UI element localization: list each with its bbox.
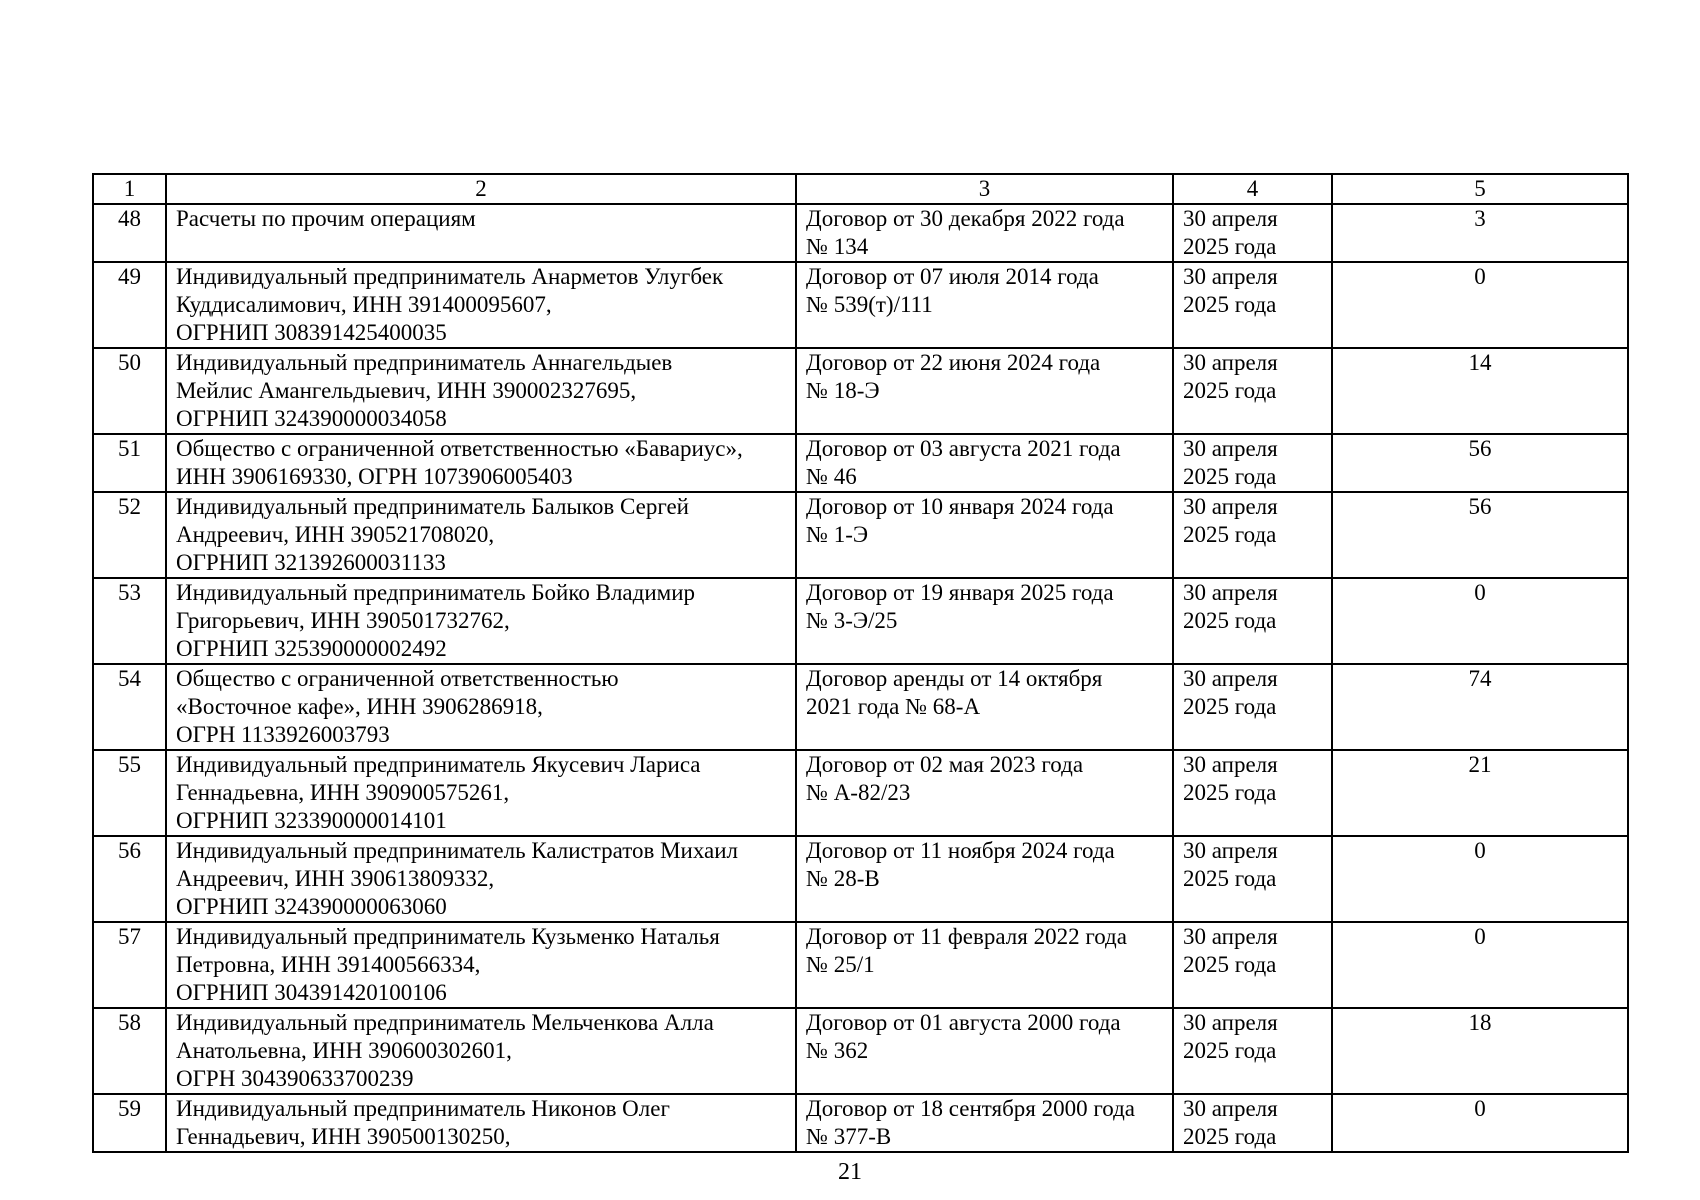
date-line: 30 апреля <box>1183 264 1278 289</box>
counterparty-line: Индивидуальный предприниматель Мельченкова Алла <box>176 1010 714 1035</box>
contract-cell <box>796 434 1173 492</box>
contract-cell <box>796 664 1173 750</box>
row-number-cell <box>93 1094 166 1152</box>
contract-line: № А-82/23 <box>806 780 911 805</box>
value: 0 <box>1474 1096 1486 1121</box>
value: 56 <box>1468 436 1492 461</box>
date-cell <box>1173 262 1332 348</box>
contract-cell <box>796 578 1173 664</box>
counterparty-line: ОГРН 1133926003793 <box>176 722 390 747</box>
date-line: 2025 года <box>1183 464 1277 489</box>
date-line: 2025 года <box>1183 608 1277 633</box>
value-cell <box>1332 836 1628 922</box>
value-cell <box>1332 1094 1628 1152</box>
counterparty-line: Куддисалимович, ИНН 391400095607, <box>176 292 552 317</box>
header-col-2: 2 <box>166 174 796 204</box>
contract-line: Договор от 11 ноября 2024 года <box>806 838 1115 863</box>
row-number: 53 <box>118 580 141 605</box>
date-line: 2025 года <box>1183 952 1277 977</box>
date-cell <box>1173 750 1332 836</box>
counterparty-cell <box>166 750 796 836</box>
date-cell <box>1173 922 1332 1008</box>
date-line: 2025 года <box>1183 1124 1277 1149</box>
value: 21 <box>1468 752 1492 777</box>
row-number: 51 <box>118 436 141 461</box>
date-line: 2025 года <box>1183 292 1277 317</box>
counterparty-cell <box>166 922 796 1008</box>
value-cell <box>1332 204 1628 262</box>
value: 74 <box>1468 666 1492 691</box>
date-line: 30 апреля <box>1183 1096 1278 1121</box>
contract-line: № 3-Э/25 <box>806 608 898 633</box>
date-line: 2025 года <box>1183 522 1277 547</box>
counterparty-line: Индивидуальный предприниматель Балыков Сергей <box>176 494 689 519</box>
contract-cell <box>796 836 1173 922</box>
counterparty-line: Григорьевич, ИНН 390501732762, <box>176 608 510 633</box>
value-cell <box>1332 348 1628 434</box>
table-row <box>93 664 1628 750</box>
contract-cell <box>796 1094 1173 1152</box>
contract-line: № 1-Э <box>806 522 869 547</box>
contracts-table <box>92 173 1629 1153</box>
contract-cell <box>796 204 1173 262</box>
counterparty-line: ОГРНИП 308391425400035 <box>176 320 447 345</box>
counterparty-line: ИНН 3906169330, ОГРН 1073906005403 <box>176 464 573 489</box>
value-cell <box>1332 750 1628 836</box>
date-cell <box>1173 578 1332 664</box>
counterparty-cell <box>166 836 796 922</box>
counterparty-line: Индивидуальный предприниматель Кузьменко Наталья <box>176 924 720 949</box>
counterparty-line: Геннадьевич, ИНН 390500130250, <box>176 1124 511 1149</box>
contract-line: № 377-В <box>806 1124 892 1149</box>
value: 0 <box>1474 838 1486 863</box>
counterparty-line: Петровна, ИНН 391400566334, <box>176 952 481 977</box>
contract-cell <box>796 750 1173 836</box>
contract-line: № 134 <box>806 234 869 259</box>
value-cell <box>1332 262 1628 348</box>
contract-line: Договор от 03 августа 2021 года <box>806 436 1121 461</box>
table-row <box>93 434 1628 492</box>
counterparty-cell <box>166 204 796 262</box>
counterparty-cell <box>166 348 796 434</box>
table-row <box>93 922 1628 1008</box>
row-number-cell <box>93 578 166 664</box>
date-line: 30 апреля <box>1183 206 1278 231</box>
counterparty-line: Индивидуальный предприниматель Бойко Владимир <box>176 580 696 605</box>
contract-line: № 28-В <box>806 866 880 891</box>
value: 3 <box>1474 206 1486 231</box>
date-line: 2025 года <box>1183 234 1277 259</box>
table-row <box>93 348 1628 434</box>
date-cell <box>1173 836 1332 922</box>
counterparty-line: Анатольевна, ИНН 390600302601, <box>176 1038 512 1063</box>
counterparty-cell <box>166 434 796 492</box>
table-row <box>93 1094 1628 1152</box>
row-number: 58 <box>118 1010 141 1035</box>
contract-line: Договор от 30 декабря 2022 года <box>806 206 1125 231</box>
counterparty-line: Индивидуальный предприниматель Анарметов Улугбек <box>176 264 724 289</box>
table-header-row <box>93 174 1628 204</box>
row-number: 48 <box>118 206 141 231</box>
counterparty-cell <box>166 262 796 348</box>
value: 0 <box>1474 580 1486 605</box>
date-line: 30 апреля <box>1183 350 1278 375</box>
value: 14 <box>1468 350 1492 375</box>
contract-line: Договор от 19 января 2025 года <box>806 580 1114 605</box>
value-cell <box>1332 664 1628 750</box>
date-cell <box>1173 434 1332 492</box>
date-line: 30 апреля <box>1183 494 1278 519</box>
date-line: 2025 года <box>1183 1038 1277 1063</box>
contract-cell <box>796 262 1173 348</box>
contract-line: № 46 <box>806 464 857 489</box>
date-line: 30 апреля <box>1183 838 1278 863</box>
table-row <box>93 204 1628 262</box>
counterparty-line: Мейлис Амангельдыевич, ИНН 390002327695, <box>176 378 637 403</box>
row-number-cell <box>93 262 166 348</box>
counterparty-line: ОГРНИП 324390000034058 <box>176 406 447 431</box>
value-cell <box>1332 578 1628 664</box>
date-line: 30 апреля <box>1183 436 1278 461</box>
contract-line: Договор от 10 января 2024 года <box>806 494 1114 519</box>
value-cell <box>1332 1008 1628 1094</box>
counterparty-line: Геннадьевна, ИНН 390900575261, <box>176 780 510 805</box>
row-number: 55 <box>118 752 141 777</box>
date-cell <box>1173 204 1332 262</box>
date-line: 30 апреля <box>1183 1010 1278 1035</box>
counterparty-line: ОГРН 304390633700239 <box>176 1066 414 1091</box>
table-body <box>93 204 1628 1152</box>
value: 56 <box>1468 494 1492 519</box>
date-line: 2025 года <box>1183 780 1277 805</box>
table-row <box>93 836 1628 922</box>
row-number-cell <box>93 1008 166 1094</box>
row-number: 56 <box>118 838 141 863</box>
header-col-3: 3 <box>796 174 1173 204</box>
counterparty-line: Расчеты по прочим операциям <box>176 206 476 231</box>
date-cell <box>1173 1008 1332 1094</box>
header-col-1: 1 <box>93 174 166 204</box>
counterparty-cell <box>166 578 796 664</box>
value: 18 <box>1468 1010 1492 1035</box>
date-cell <box>1173 664 1332 750</box>
counterparty-line: Андреевич, ИНН 390521708020, <box>176 522 495 547</box>
row-number: 57 <box>118 924 141 949</box>
contract-line: 2021 года № 68-А <box>806 694 981 719</box>
row-number-cell <box>93 348 166 434</box>
counterparty-line: Общество с ограниченной ответственностью <box>176 666 619 691</box>
counterparty-line: ОГРНИП 325390000002492 <box>176 636 447 661</box>
table-row <box>93 262 1628 348</box>
row-number-cell <box>93 204 166 262</box>
counterparty-line: Индивидуальный предприниматель Калистратов Михаил <box>176 838 739 863</box>
counterparty-cell <box>166 1094 796 1152</box>
counterparty-cell <box>166 664 796 750</box>
contract-line: Договор от 02 мая 2023 года <box>806 752 1084 777</box>
counterparty-line: «Восточное кафе», ИНН 3906286918, <box>176 694 543 719</box>
table-row <box>93 578 1628 664</box>
row-number: 54 <box>118 666 141 691</box>
date-line: 30 апреля <box>1183 580 1278 605</box>
contract-cell <box>796 492 1173 578</box>
table-row <box>93 1008 1628 1094</box>
contract-line: Договор от 18 сентября 2000 года <box>806 1096 1135 1121</box>
contract-line: № 18-Э <box>806 378 880 403</box>
row-number-cell <box>93 922 166 1008</box>
date-line: 30 апреля <box>1183 924 1278 949</box>
date-line: 30 апреля <box>1183 752 1278 777</box>
row-number: 50 <box>118 350 141 375</box>
row-number-cell <box>93 492 166 578</box>
contract-line: Договор от 11 февраля 2022 года <box>806 924 1127 949</box>
contract-line: № 362 <box>806 1038 869 1063</box>
counterparty-line: ОГРНИП 321392600031133 <box>176 550 446 575</box>
value-cell <box>1332 492 1628 578</box>
contract-cell <box>796 922 1173 1008</box>
contract-cell <box>796 1008 1173 1094</box>
counterparty-line: Общество с ограниченной ответственностью «Бавариус», <box>176 436 743 461</box>
date-cell <box>1173 1094 1332 1152</box>
counterparty-line: Индивидуальный предприниматель Якусевич Лариса <box>176 752 701 777</box>
contract-line: Договор от 22 июня 2024 года <box>806 350 1101 375</box>
contract-cell <box>796 348 1173 434</box>
value: 0 <box>1474 264 1486 289</box>
date-line: 2025 года <box>1183 694 1277 719</box>
counterparty-line: Индивидуальный предприниматель Никонов Олег <box>176 1096 670 1121</box>
contract-line: Договор аренды от 14 октября <box>806 666 1103 691</box>
contract-line: Договор от 07 июля 2014 года <box>806 264 1099 289</box>
counterparty-line: ОГРНИП 304391420100106 <box>176 980 447 1005</box>
date-line: 2025 года <box>1183 866 1277 891</box>
row-number-cell <box>93 836 166 922</box>
header-col-5: 5 <box>1332 174 1628 204</box>
value: 0 <box>1474 924 1486 949</box>
date-cell <box>1173 348 1332 434</box>
counterparty-line: ОГРНИП 324390000063060 <box>176 894 447 919</box>
page-number: 21 <box>838 1159 862 1185</box>
table-row <box>93 750 1628 836</box>
counterparty-line: ОГРНИП 323390000014101 <box>176 808 447 833</box>
row-number-cell <box>93 750 166 836</box>
row-number-cell <box>93 434 166 492</box>
counterparty-cell <box>166 492 796 578</box>
table-row <box>93 492 1628 578</box>
row-number: 59 <box>118 1096 141 1121</box>
date-line: 2025 года <box>1183 378 1277 403</box>
contract-line: № 539(т)/111 <box>806 292 933 317</box>
contract-line: Договор от 01 августа 2000 года <box>806 1010 1121 1035</box>
row-number: 49 <box>118 264 141 289</box>
value-cell <box>1332 434 1628 492</box>
header-col-4: 4 <box>1173 174 1332 204</box>
date-line: 30 апреля <box>1183 666 1278 691</box>
row-number: 52 <box>118 494 141 519</box>
row-number-cell <box>93 664 166 750</box>
date-cell <box>1173 492 1332 578</box>
contract-line: № 25/1 <box>806 952 875 977</box>
counterparty-cell <box>166 1008 796 1094</box>
value-cell <box>1332 922 1628 1008</box>
counterparty-line: Индивидуальный предприниматель Аннагельдыев <box>176 350 673 375</box>
counterparty-line: Андреевич, ИНН 390613809332, <box>176 866 495 891</box>
